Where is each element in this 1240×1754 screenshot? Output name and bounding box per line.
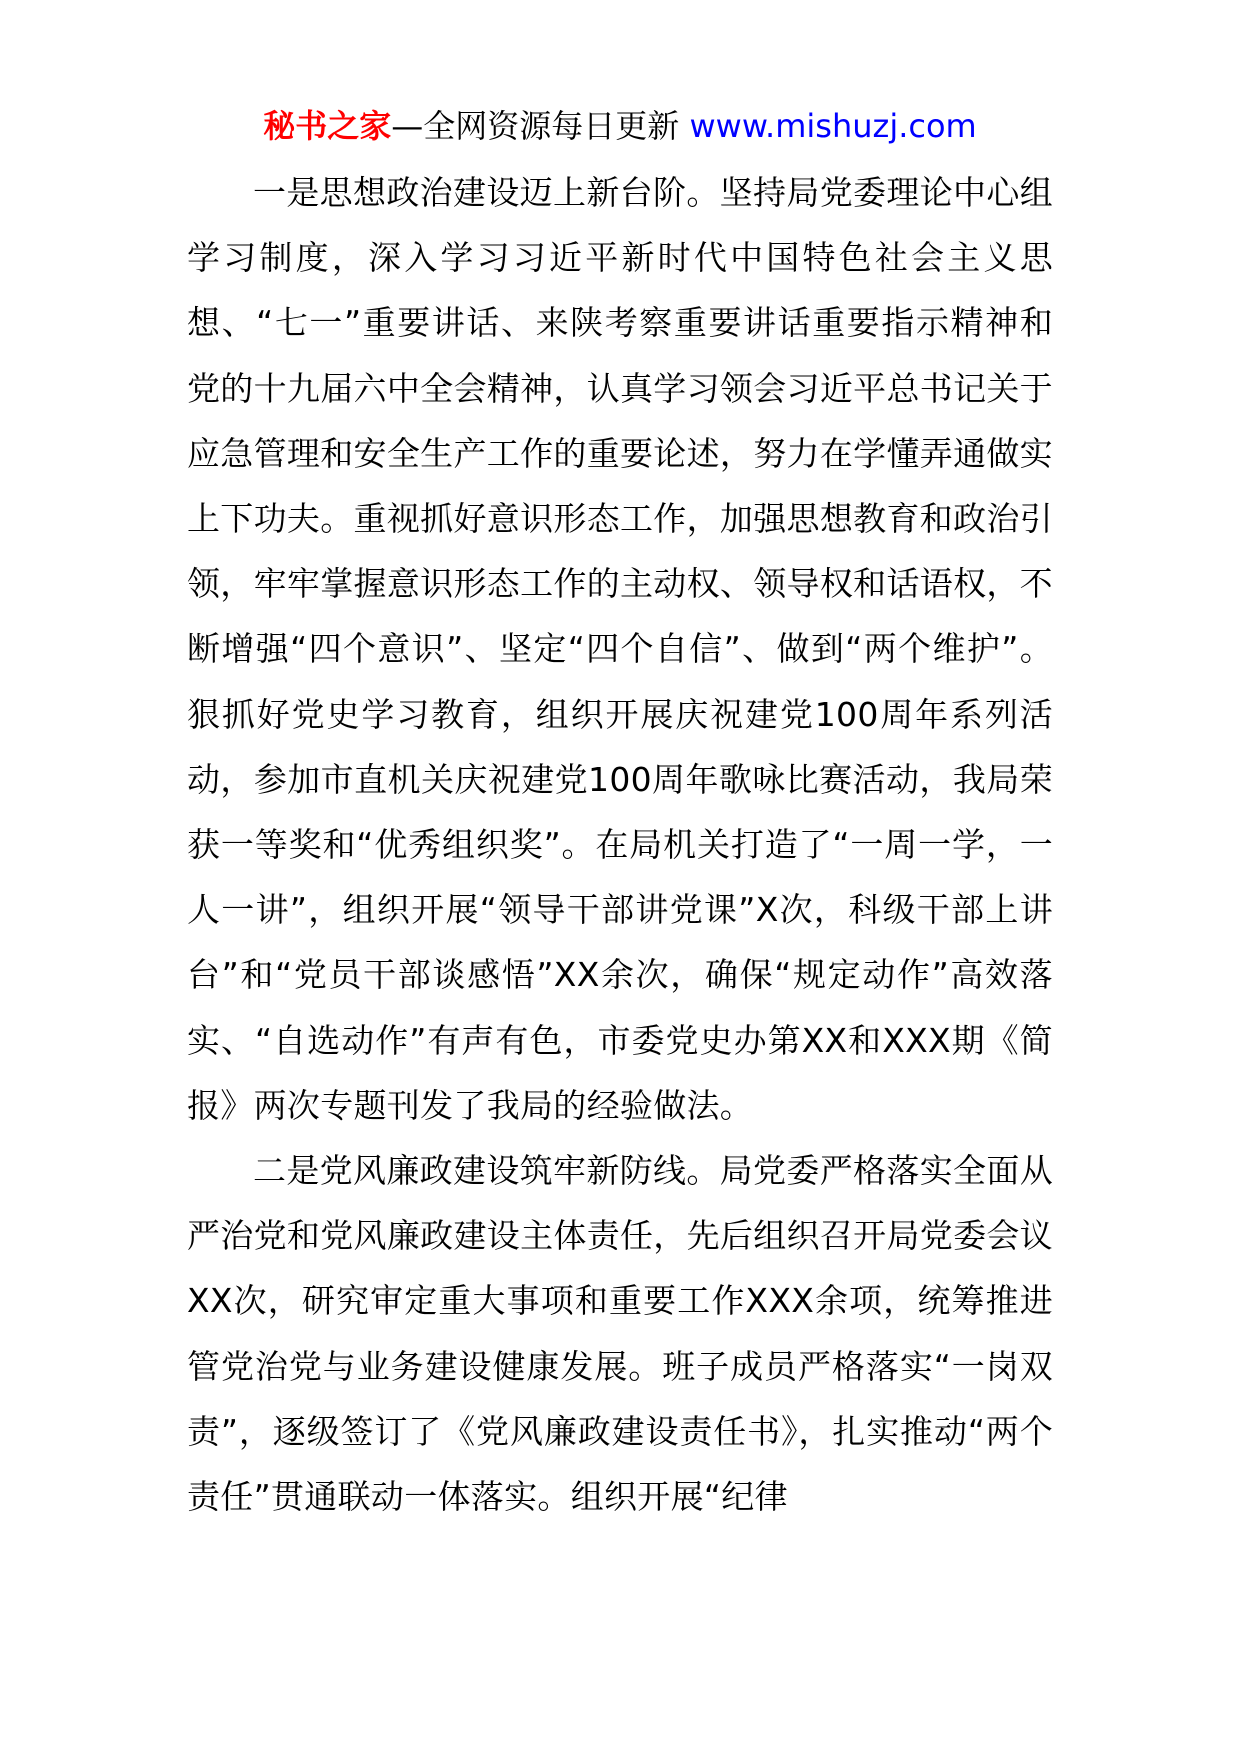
- watermark-header: [0, 106, 1240, 146]
- paragraph-political-construction: 一是思想政治建设迈上新台阶。坚持局党委理论中心组学习制度，深入学习习近平新时代中国特色社会主义思想、“七一”重要讲话、来陕考察重要讲话重要指示精神和党的十九届六中全会精神，认真学习领会习近平总书记关于应急管理和安全生产工作的重要论述，努力在学懂弄通做实上下功夫。重视抓好意识形态工作，加强思想教育和政治引领，牢牢掌握意识形态工作的主动权、领导权和话语权，不断增强“四个意识”、坚定“四个自信”、做到“两个维护”。狠抓好党史学习教育，组织开展庆祝建党100周年系列活动，参加市直机关庆祝建党100周年歌咏比赛活动，我局荣获一等奖和“优秀组织奖”。在局机关打造了“一周一学，一人一讲”，组织开展“领导干部讲党课”X次，科级干部上讲台”和“党员干部谈感悟”XX余次，确保“规定动作”高效落实、“自选动作”有声有色，市委党史办第XX和XXX期《简报》两次专题刊发了我局的经验做法。: [187, 173, 1053, 1125]
- header-tagline: —全网资源每日更新: [391, 107, 680, 145]
- document-body: [187, 160, 1053, 1529]
- paragraph-clean-government: 二是党风廉政建设筑牢新防线。局党委严格落实全面从严治党和党风廉政建设主体责任，先后组织召开局党委会议XX次，研究审定重大事项和重要工作XXX余项，统筹推进管党治党与业务建设健康发展。班子成员严格落实“一岗双责”，逐级签订了《党风廉政建设责任书》，扎实推动“两个责任”贯通联动一体落实。组织开展“纪律: [187, 1151, 1053, 1517]
- header-brand: 秘书之家: [263, 107, 392, 145]
- header-url-link[interactable]: www.mishuzj.com: [689, 107, 977, 145]
